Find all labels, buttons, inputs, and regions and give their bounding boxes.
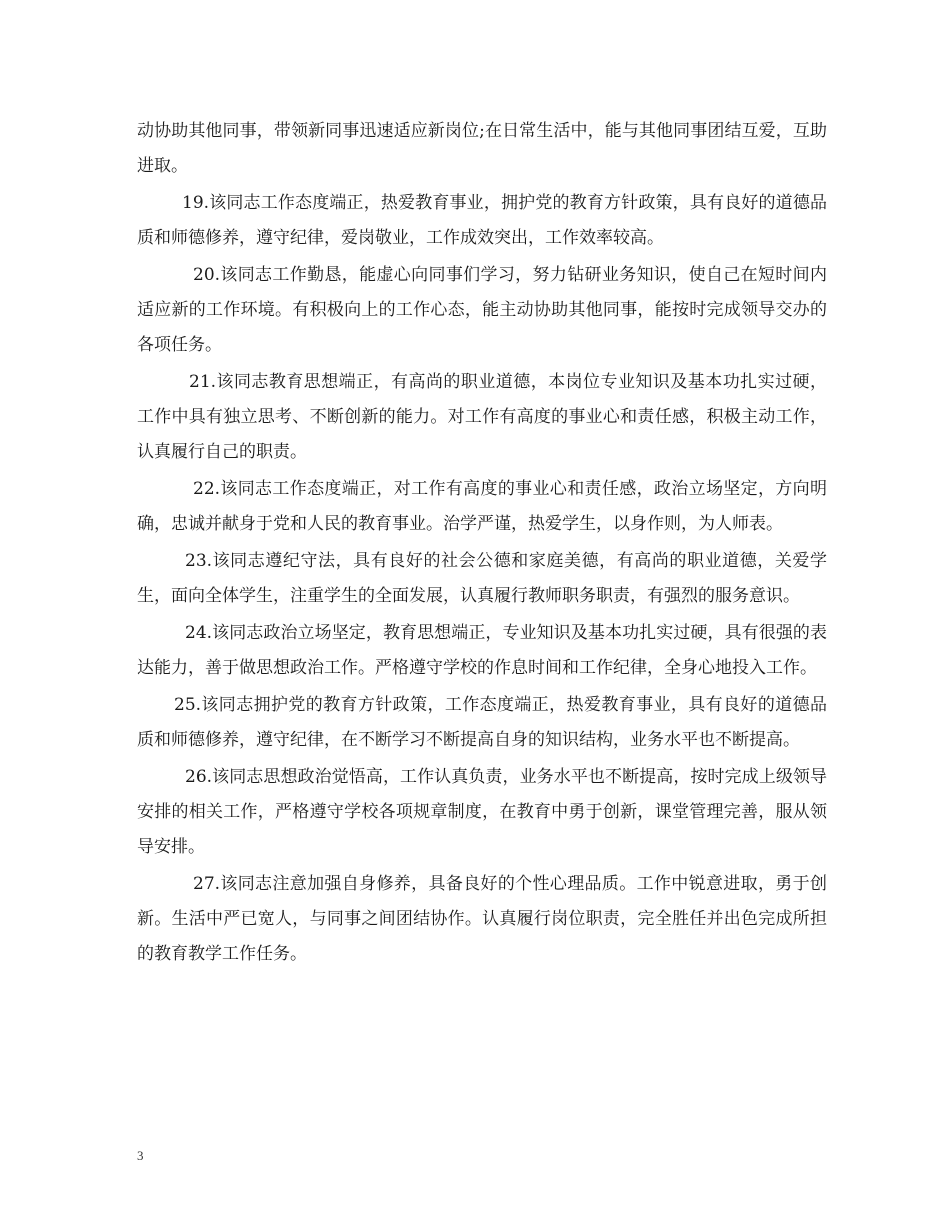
paragraph-21: 21.该同志教育思想端正，有高尚的职业道德，本岗位专业知识及基本功扎实过硬，工作中具有独立思考、不断创新的能力。对工作有高度的事业心和责任感，积极主动工作，认真履行自己的职责。 (137, 372, 827, 462)
paragraph-20: 20.该同志工作勤恳，能虚心向同事们学习，努力钻研业务知识，使自己在短时间内适应新的工作环境。有积极向上的工作心态，能主动协助其他同事，能按时完成领导交办的各项任务。 (137, 265, 827, 355)
paragraph-24: 24.该同志政治立场坚定，教育思想端正，专业知识及基本功扎实过硬，具有很强的表达能力，善于做思想政治工作。严格遵守学校的作息时间和工作纪律，全身心地投入工作。 (137, 623, 827, 678)
paragraph-25: 25.该同志拥护党的教育方针政策，工作态度端正，热爱教育事业，具有良好的道德品质和师德修养，遵守纪律，在不断学习不断提高自身的知识结构，业务水平也不断提高。 (137, 695, 827, 750)
page-number: 3 (137, 1148, 144, 1163)
paragraph-27: 27.该同志注意加强自身修养，具备良好的个性心理品质。工作中锐意进取，勇于创新。生活中严已宽人，与同事之间团结协作。认真履行岗位职责，完全胜任并出色完成所担的教育教学工作任务。 (137, 874, 827, 964)
paragraph-19: 19.该同志工作态度端正，热爱教育事业，拥护党的教育方针政策，具有良好的道德品质和师德修养，遵守纪律，爱岗敬业，工作成效突出，工作效率较高。 (137, 193, 827, 248)
paragraph-continuation: 动协助其他同事，带领新同事迅速适应新岗位;在日常生活中，能与其他同事团结互爱，互助进取。 (137, 121, 827, 176)
paragraph-23: 23.该同志遵纪守法，具有良好的社会公德和家庭美德，有高尚的职业道德，关爱学生，面向全体学生，注重学生的全面发展，认真履行教师职务职责，有强烈的服务意识。 (137, 551, 827, 606)
paragraph-22: 22.该同志工作态度端正，对工作有高度的事业心和责任感，政治立场坚定，方向明确，忠诚并献身于党和人民的教育事业。治学严谨，热爱学生，以身作则，为人师表。 (137, 479, 827, 534)
paragraph-26: 26.该同志思想政治觉悟高，工作认真负责，业务水平也不断提高，按时完成上级领导安排的相关工作，严格遵守学校各项规章制度，在教育中勇于创新，课堂管理完善，服从领导安排。 (137, 767, 827, 857)
document-body (137, 114, 827, 972)
